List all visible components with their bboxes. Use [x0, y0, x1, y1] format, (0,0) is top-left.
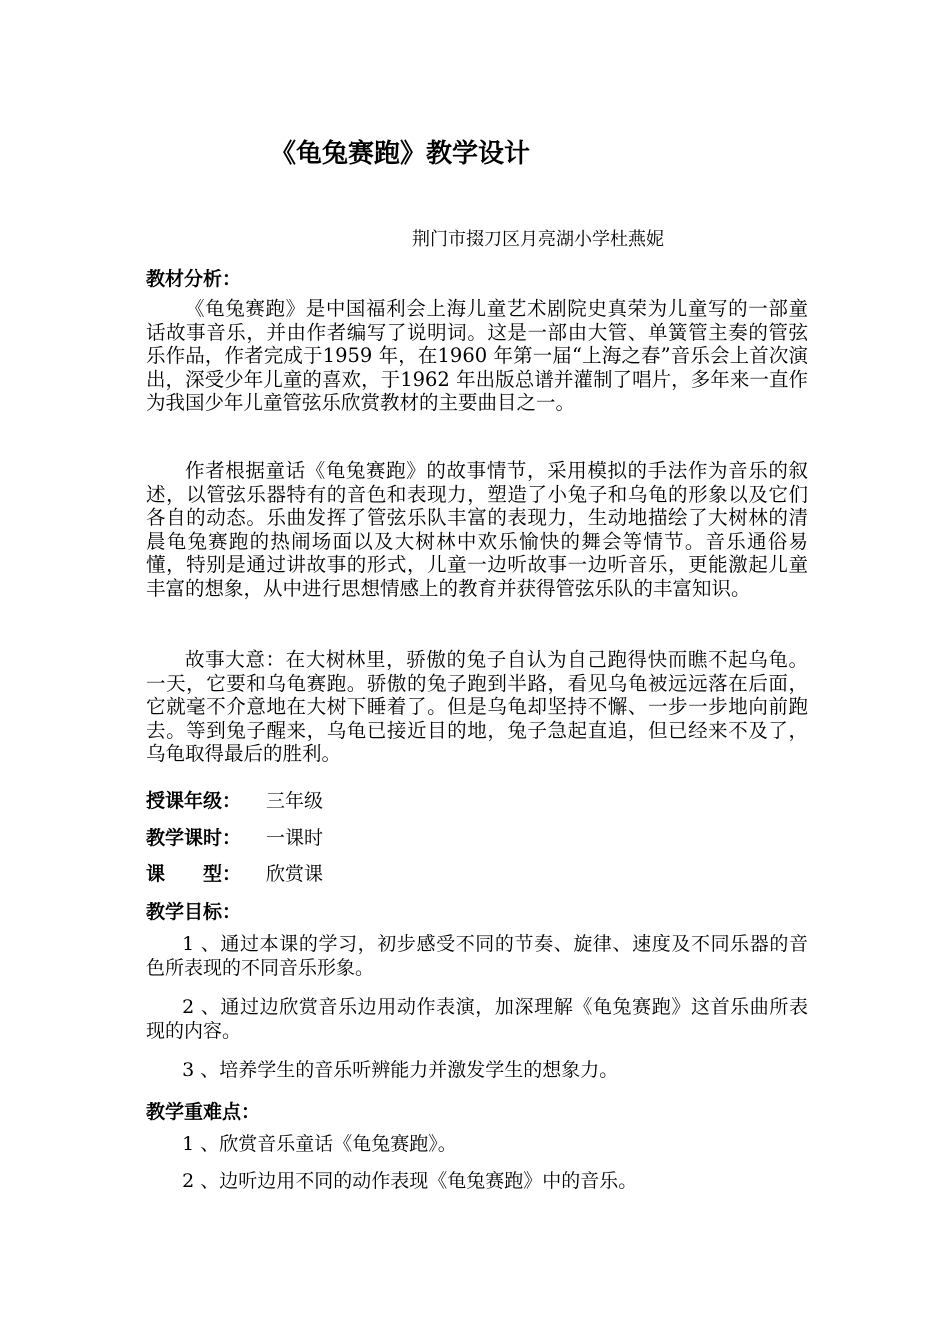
analysis-paragraph: 故事大意：在大树林里，骄傲的兔子自认为自己跑得快而瞧不起乌龟。一天，它要和乌龟赛跑。骄傲的兔子跑到半路，看见乌龟被远远落在后面，它就毫不介意地在大树下睡着了。但是乌龟却坚持不懈、一步一步地向前跑去。等到兔子醒来，乌龟已接近目的地，兔子急起直追，但已经来不及了，乌龟取得最后的胜利。: [146, 648, 808, 765]
hours-value: 一课时: [266, 827, 324, 849]
key-point-item: 2 、边听边用不同的动作表现《龟兔赛跑》中的音乐。: [182, 1170, 638, 1192]
author-line: 荆门市掇刀区月亮湖小学杜燕妮: [412, 229, 664, 250]
goal-item: 3 、培养学生的音乐听辨能力并激发学生的想象力。: [182, 1059, 619, 1081]
analysis-paragraph: 作者根据童话《龟兔赛跑》的故事情节，采用模拟的手法作为音乐的叙述，以管弦乐器特有的音色和表现力，塑造了小兔子和乌龟的形象以及它们各自的动态。乐曲发挥了管弦乐队丰富的表现力，生动地描绘了大树林的清晨龟兔赛跑的热闹场面以及大树林中欢乐愉快的舞会等情节。音乐通俗易懂，特别是通过讲故事的形式，儿童一边听故事一边听音乐，更能激起儿童丰富的想象，从中进行思想情感上的教育并获得管弦乐队的丰富知识。: [146, 459, 808, 600]
analysis-paragraph: 《龟兔赛跑》是中国福利会上海儿童艺术剧院史真荣为儿童写的一部童话故事音乐，并由作者编写了说明词。这是一部由大管、单簧管主奏的管弦乐作品，作者完成于1959 年，在1960 年第一届“上海之春”音乐会上首次演出，深受少年儿童的喜欢，于1962 年出版总谱并灌制了唱片，多年来一直作为我国少年儿童管弦乐欣赏教材的主要曲目之一。: [146, 297, 808, 414]
type-value: 欣赏课: [266, 863, 324, 885]
goal-item: 2 、通过边欣赏音乐边用动作表演，加深理解《龟兔赛跑》这首乐曲所表现的内容。: [146, 996, 808, 1042]
section-heading-goals: 教学目标：: [146, 901, 242, 923]
document-title: 《龟兔赛跑》教学设计: [270, 139, 531, 169]
info-grade: [146, 786, 323, 813]
info-hours: [146, 823, 323, 850]
grade-label: 授课年级：: [146, 790, 242, 812]
section-heading-key-points: 教学重难点：: [146, 1101, 261, 1123]
type-label: 课 型：: [146, 863, 242, 885]
hours-label: 教学课时：: [146, 827, 242, 849]
grade-value: 三年级: [266, 790, 324, 812]
goal-item: 1 、通过本课的学习，初步感受不同的节奏、旋律、速度及不同乐器的音色所表现的不同音乐形象。: [146, 933, 808, 979]
info-type: [146, 859, 323, 886]
key-point-item: 1 、欣赏音乐童话《龟兔赛跑》。: [182, 1133, 457, 1155]
section-heading-analysis: 教材分析：: [146, 268, 242, 290]
